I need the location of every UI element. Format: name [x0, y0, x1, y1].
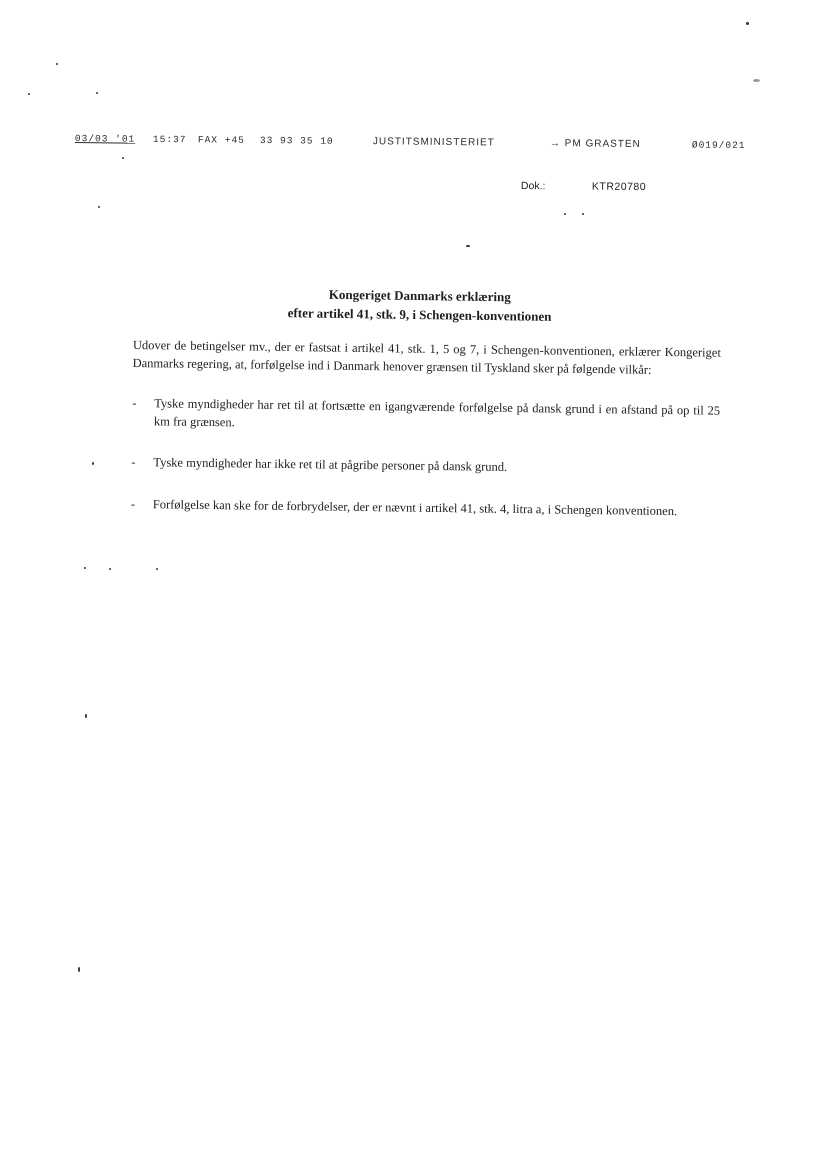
fax-page-counter: Ø019/021 [691, 139, 746, 152]
bullet-dash: - [131, 454, 136, 470]
bullet-text: Forfølgelse kan ske for de forbrydelser, der er nævnt i artikel 41, stk. 4, litra a, i Schengen konventionen. [152, 496, 678, 518]
title-line-1: Kongeriget Danmarks erklæring [328, 286, 511, 305]
bullet-text: Tyske myndigheder har ikke ret til at pågribe personer på dansk grund. [153, 455, 508, 474]
fax-number: 33 93 35 10 [259, 134, 334, 147]
bullet-text: Tyske myndigheder har ret til at fortsætte en igangværende forfølgelse på dansk grund i en afstand på op til 25 km fra grænsen. [153, 396, 721, 429]
scan-speck [84, 567, 86, 569]
scan-speck [109, 568, 111, 570]
scan-speck [96, 92, 98, 94]
title-line-2: efter artikel 41, stk. 9, i Schengen-konventionen [287, 305, 552, 324]
scan-speck [156, 568, 158, 570]
fax-time: 15:37 [152, 133, 187, 146]
doc-ref-value: KTR20780 [591, 180, 647, 194]
scan-speck [466, 245, 470, 247]
list-item [131, 495, 719, 520]
fax-date: 03/03 '01 [74, 133, 136, 145]
scan-speck [564, 213, 566, 215]
bullet-dash: - [132, 395, 137, 411]
intro-paragraph: Udover de betingelser mv., der er fastsat i artikel 41, stk. 1, 5 og 7, i Schengen-konventionen, erklærer Kongeriget Danmarks regering, at, forfølgelse ind i Danmark henover grænsen til Tyskland sker på følgende vilkår: [132, 337, 721, 377]
scan-speck [92, 462, 94, 465]
list-item [132, 395, 720, 438]
scan-speck [753, 79, 760, 82]
scan-speck [122, 157, 124, 159]
scan-speck [85, 714, 87, 718]
scan-speck [746, 22, 749, 25]
fax-label: FAX +45 [197, 134, 245, 146]
list-item [131, 454, 719, 479]
doc-ref-label: Dok.: [520, 180, 546, 193]
scan-speck [56, 63, 58, 65]
bullet-dash: - [130, 496, 136, 511]
document-body [130, 337, 721, 545]
scan-speck [98, 206, 100, 208]
fax-receiver: → PM GRASTEN [549, 138, 641, 150]
scan-speck [28, 93, 30, 95]
scan-speck [78, 967, 80, 972]
fax-transmission-header [70, 133, 770, 162]
fax-sender: JUSTITSMINISTERIET [372, 136, 495, 149]
document-title [199, 283, 639, 327]
scan-speck [582, 213, 584, 215]
